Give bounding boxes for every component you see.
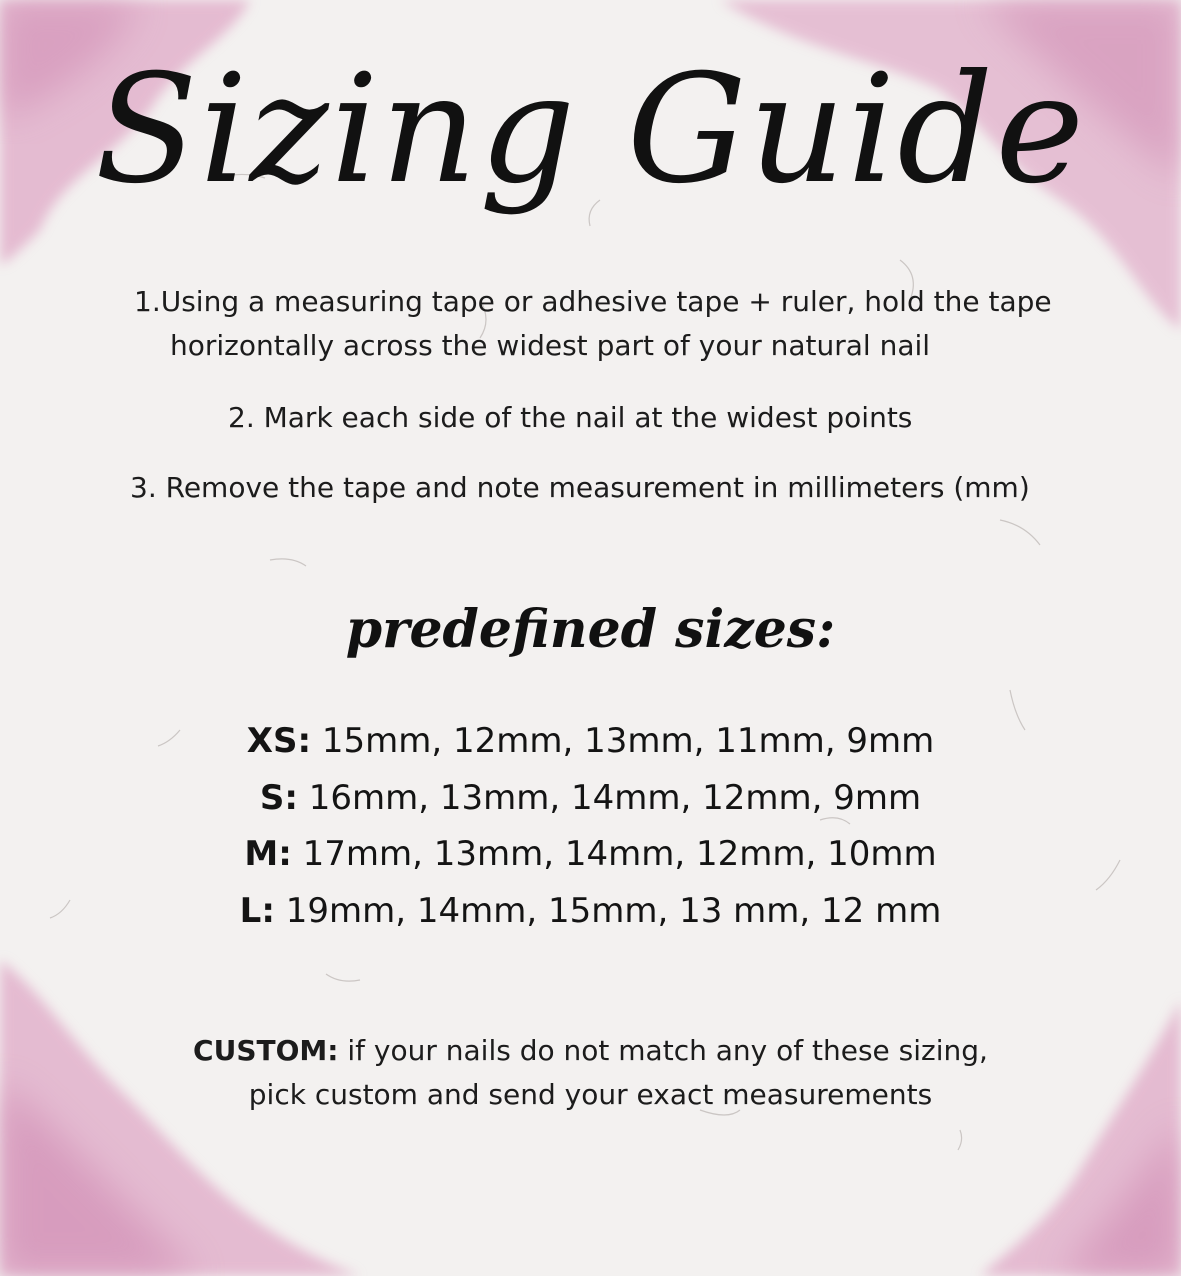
size-values: 15mm, 12mm, 13mm, 11mm, 9mm — [321, 721, 935, 761]
size-list — [0, 713, 1181, 939]
size-label: XS: — [246, 721, 312, 761]
size-label: L: — [239, 890, 275, 931]
step-1 — [134, 280, 1052, 368]
custom-note — [0, 1029, 1181, 1117]
custom-note-line-2: pick custom and send your exact measurements — [248, 1078, 933, 1111]
size-label: S: — [259, 777, 298, 818]
size-row-s — [0, 770, 1181, 827]
page-title: Sizing Guide — [94, 43, 1087, 217]
size-label: M: — [244, 834, 292, 874]
step-1-line-2: horizontally across the widest part of your natural nail — [170, 329, 931, 362]
custom-text-1: if your nails do not match any of these sizing, — [347, 1034, 988, 1067]
step-3: 3. Remove the tape and note measurement in millimeters (mm) — [130, 471, 1030, 504]
size-row-m — [0, 826, 1181, 883]
step-1-line-1: Using a measuring tape or adhesive tape + ruler, hold the tape — [160, 285, 1052, 318]
custom-label: CUSTOM: — [193, 1034, 339, 1067]
custom-note-line-1 — [0, 1029, 1181, 1073]
size-values: 16mm, 13mm, 14mm, 12mm, 9mm — [308, 777, 922, 818]
step-2: 2. Mark each side of the nail at the widest points — [228, 401, 913, 434]
size-row-xs — [0, 713, 1181, 770]
size-values: 17mm, 13mm, 14mm, 12mm, 10mm — [302, 834, 937, 874]
size-values: 19mm, 14mm, 15mm, 13 mm, 12 mm — [285, 890, 942, 931]
predefined-sizes-heading: predefined sizes: — [345, 599, 836, 660]
size-row-l — [0, 883, 1181, 940]
step-1-number: 1. — [134, 285, 161, 318]
